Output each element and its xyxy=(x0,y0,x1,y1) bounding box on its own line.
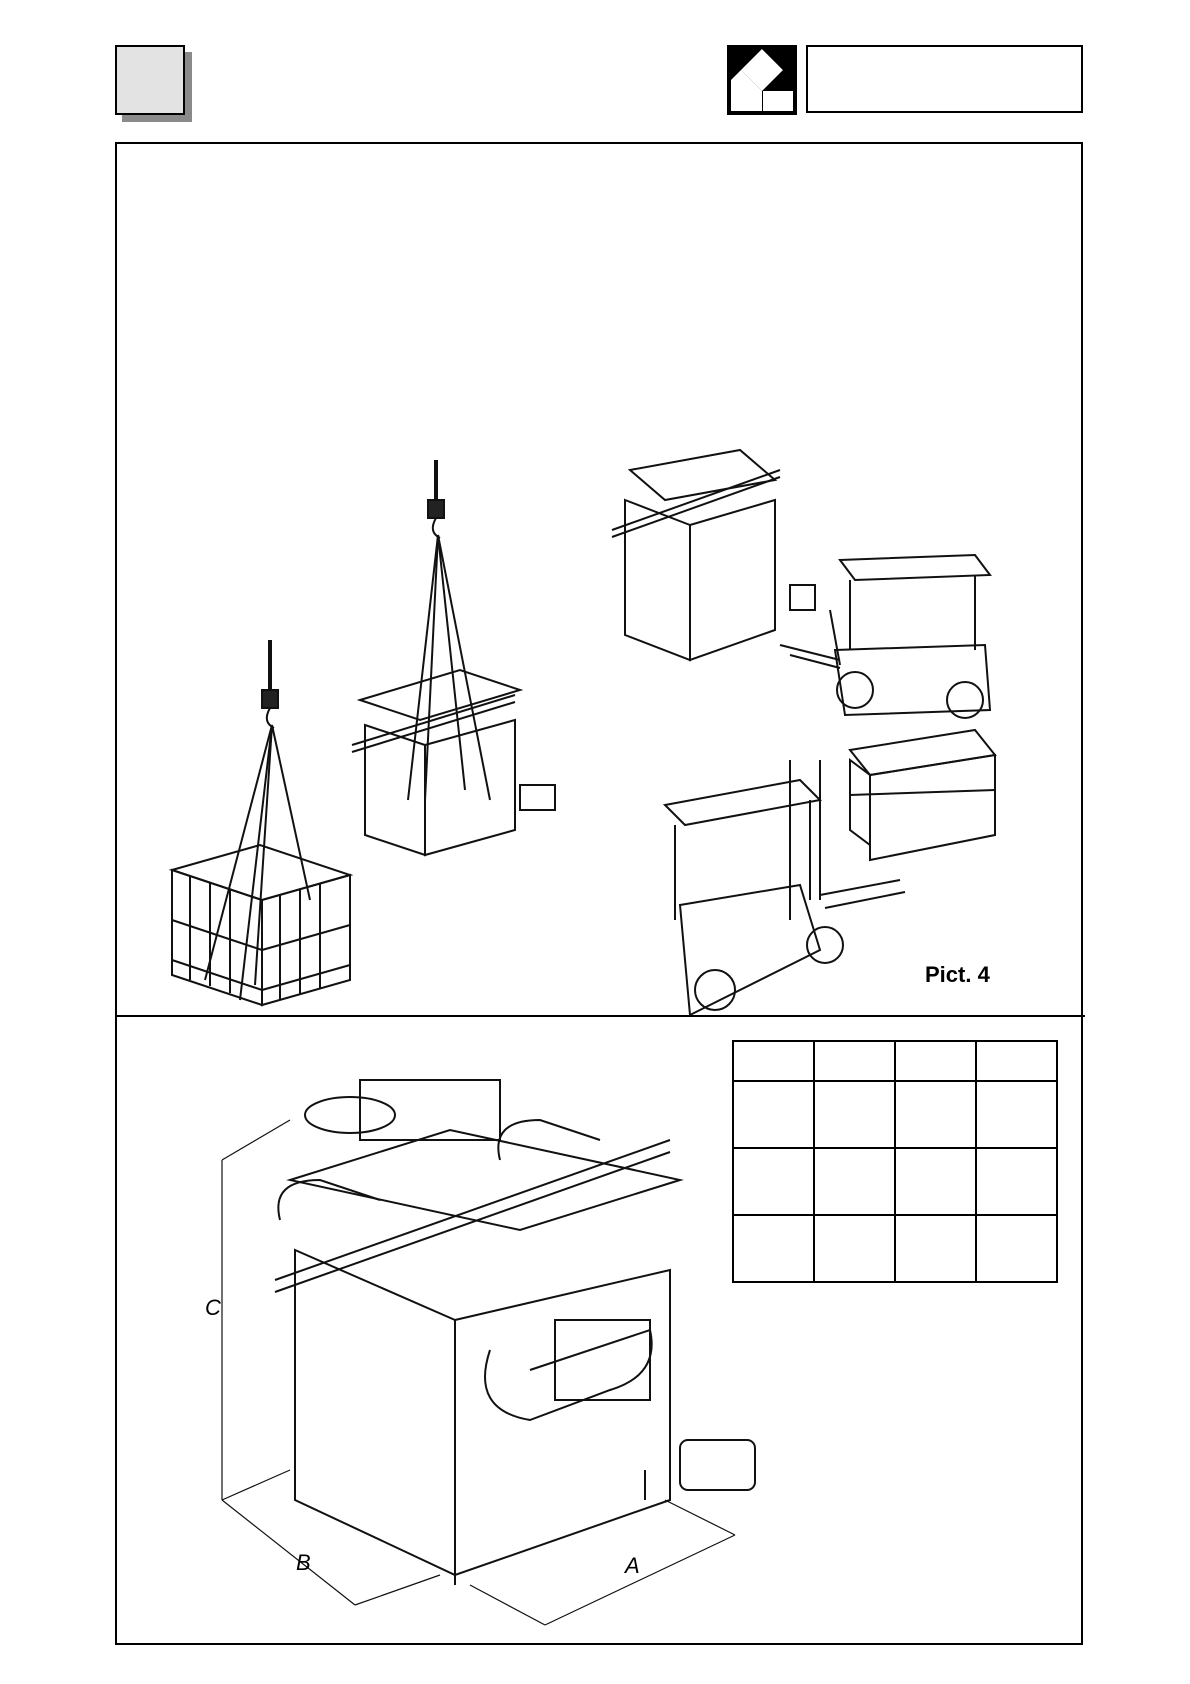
table-cell xyxy=(733,1081,814,1148)
table-header-row xyxy=(733,1041,1057,1081)
table-cell xyxy=(814,1215,895,1282)
crane-hook-crate-illustration xyxy=(172,640,350,1005)
crane-hook-machine-illustration xyxy=(352,460,555,855)
table-row xyxy=(733,1215,1057,1282)
table-header-cell xyxy=(733,1041,814,1081)
table-cell xyxy=(895,1148,976,1215)
table-cell xyxy=(895,1215,976,1282)
table-cell xyxy=(814,1081,895,1148)
table-cell xyxy=(733,1148,814,1215)
table-cell xyxy=(976,1081,1057,1148)
table-header-cell xyxy=(895,1041,976,1081)
table-cell xyxy=(976,1148,1057,1215)
dimensions-table xyxy=(732,1040,1058,1283)
picture-caption: Pict. 4 xyxy=(925,962,990,987)
table-cell xyxy=(895,1081,976,1148)
dimension-label-c: C xyxy=(205,1295,221,1320)
table-header-cell xyxy=(814,1041,895,1081)
table-row xyxy=(733,1148,1057,1215)
table-header-cell xyxy=(976,1041,1057,1081)
dimension-label-a: A xyxy=(625,1553,640,1578)
table-cell xyxy=(814,1148,895,1215)
dimension-label-b: B xyxy=(296,1550,311,1575)
table-cell xyxy=(976,1215,1057,1282)
table-row xyxy=(733,1081,1057,1148)
table-cell xyxy=(733,1215,814,1282)
machine-forklift-illustration xyxy=(612,450,990,718)
